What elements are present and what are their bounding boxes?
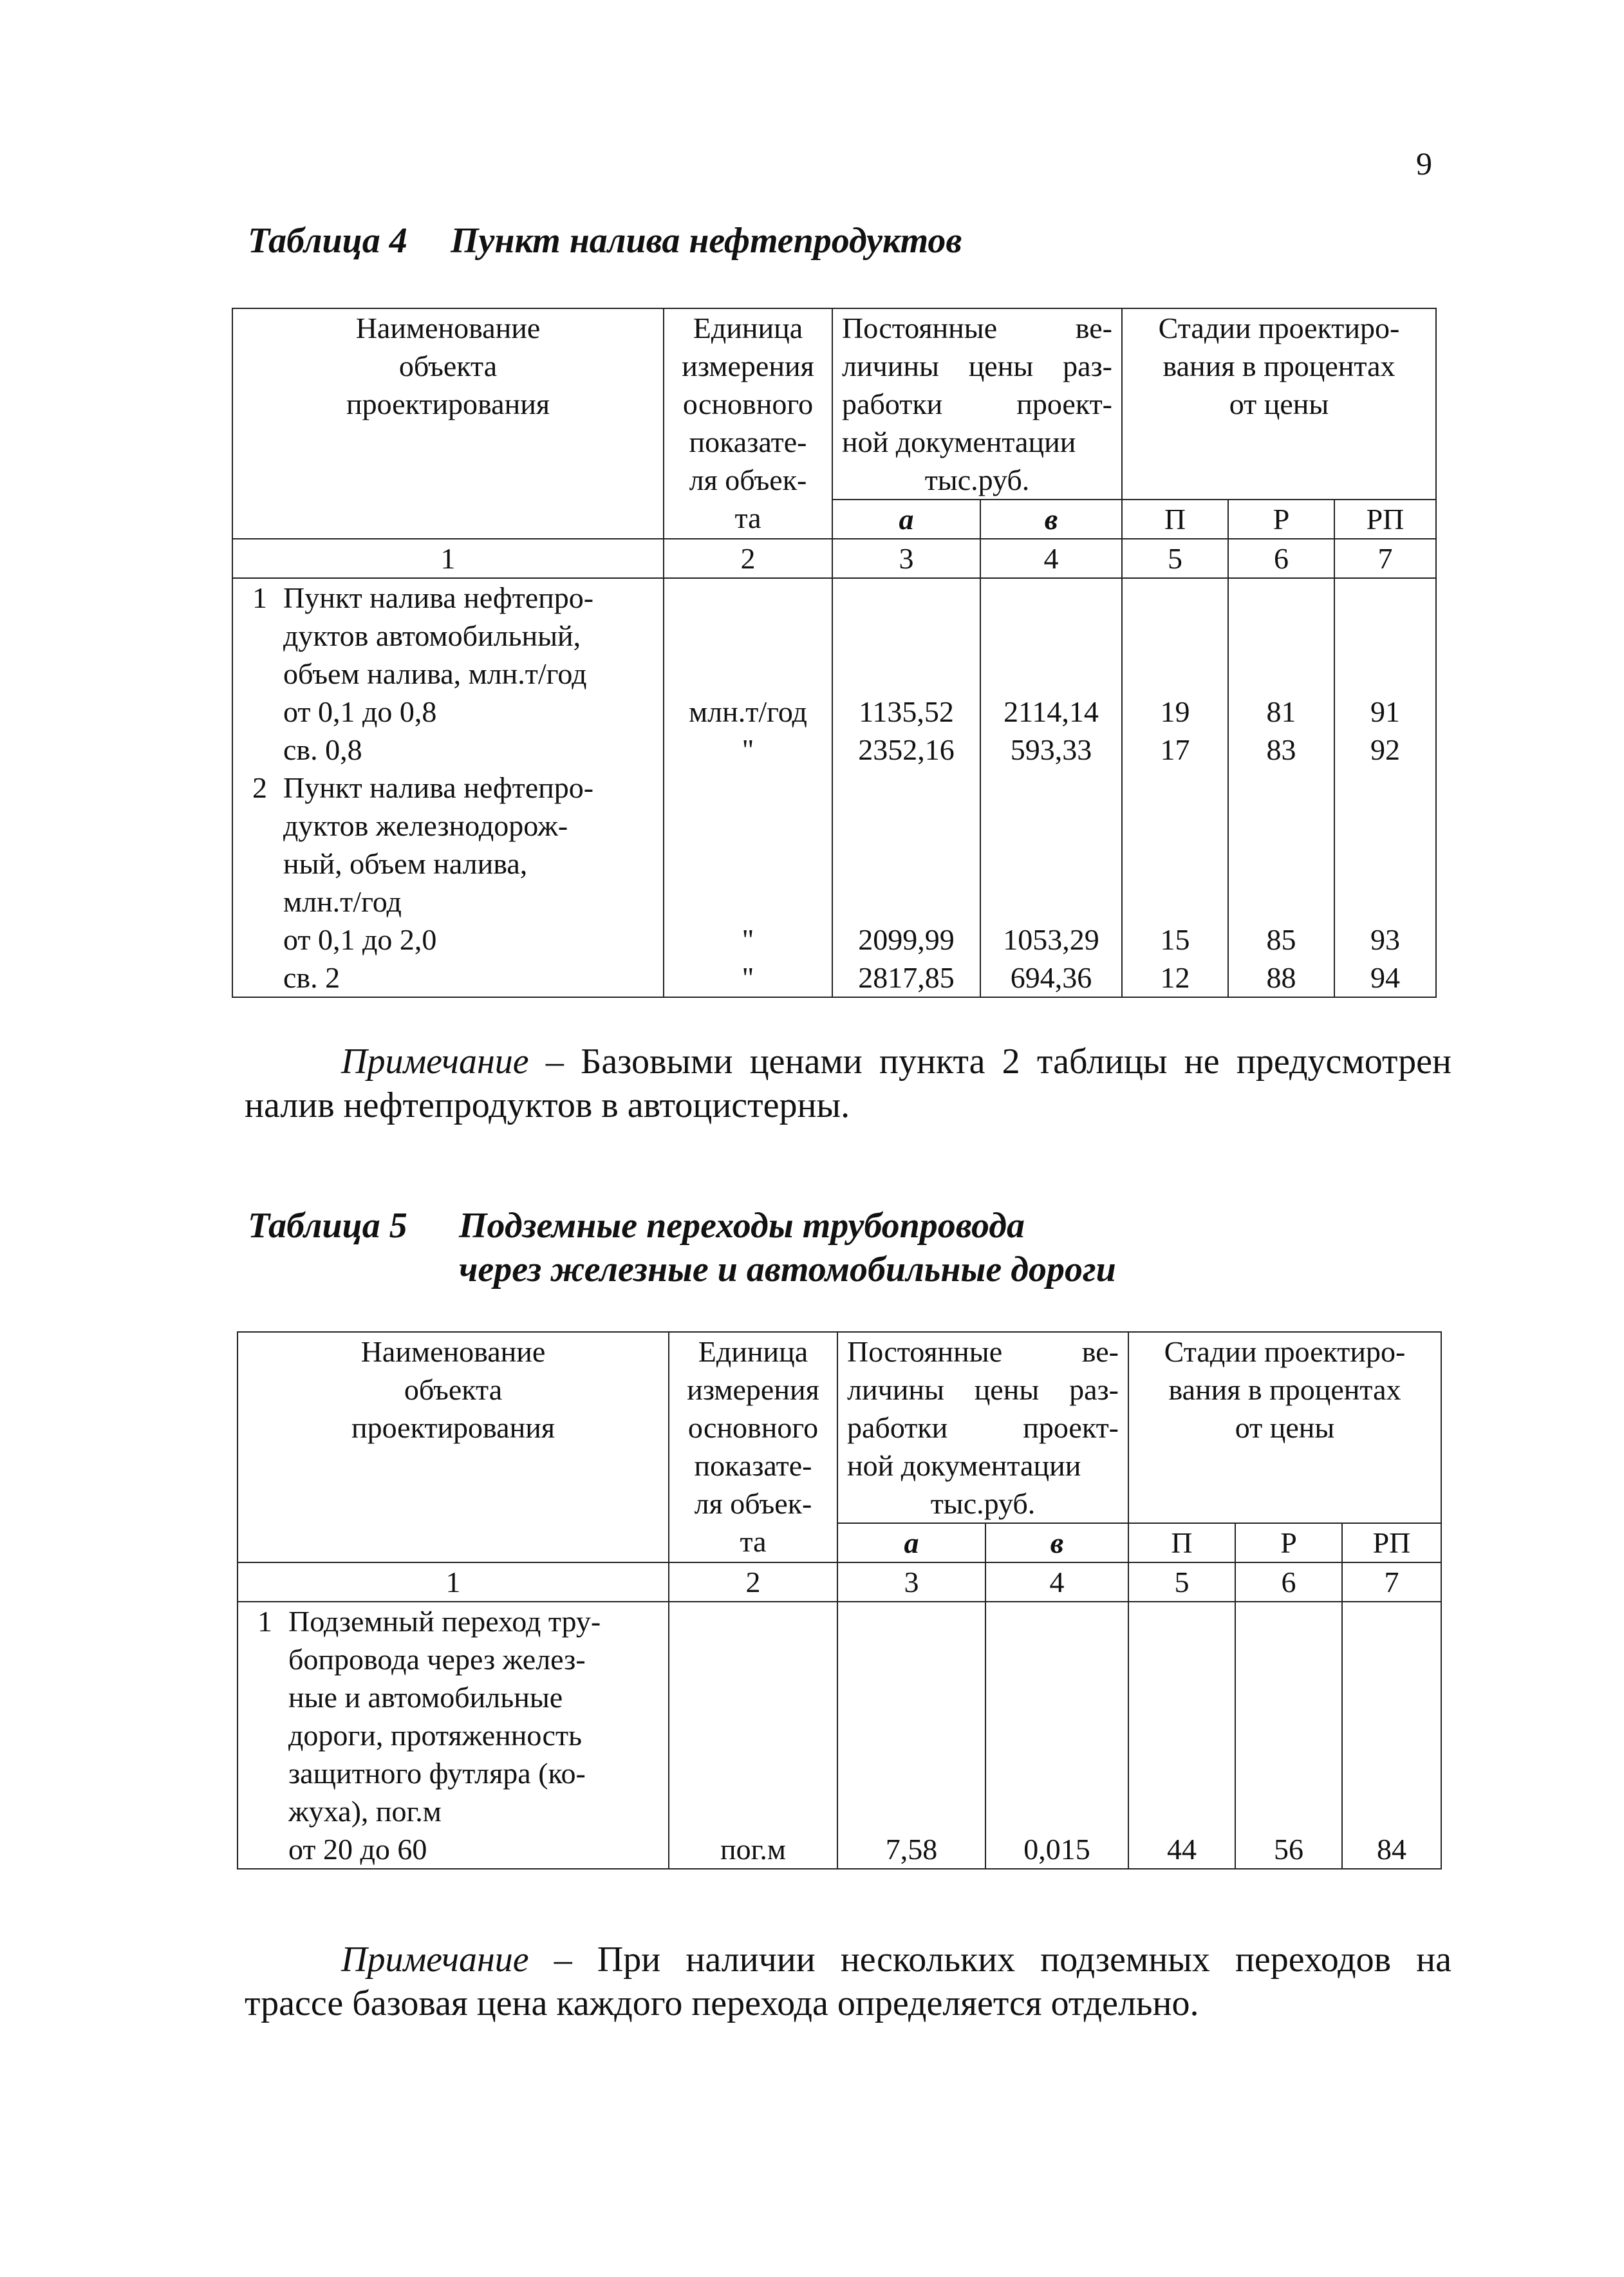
table4-note	[245, 1040, 1451, 1127]
table4-body-unit: млн.т/год " " "	[664, 578, 832, 997]
item-number: 1	[252, 581, 267, 614]
note-text: налив нефтепродуктов в автоцистерны.	[245, 1085, 850, 1125]
table5-header-p: П	[1128, 1523, 1235, 1562]
table5-body-names: 1 Подземный переход тру- бопровода через желез- ные и автомобильные дороги, протяженность защитного футляра (ко- жуха), пог.м от 20 до 60	[238, 1602, 669, 1869]
page-number: 9	[1416, 145, 1432, 182]
table5-title	[459, 1204, 1116, 1291]
table5-label: Таблица 5	[248, 1206, 407, 1246]
table4-header-rp: РП	[1334, 500, 1436, 539]
table4-header-row	[232, 308, 1436, 500]
table4-colnum: 6	[1228, 539, 1334, 578]
table4-body-rp: 91 92 93 94	[1334, 578, 1436, 997]
table4-colnum: 3	[832, 539, 980, 578]
table4-header-a: а	[832, 500, 980, 539]
table5-colnum: 6	[1235, 1562, 1342, 1602]
table5-body-rp: 84	[1342, 1602, 1441, 1869]
table4-colnum: 7	[1334, 539, 1436, 578]
table4-body-b: 2114,14 593,33 1053,29 694,36	[980, 578, 1122, 997]
table5-colnum: 3	[837, 1562, 985, 1602]
table5-body-p: 44	[1128, 1602, 1235, 1869]
table5-header-row	[238, 1332, 1441, 1523]
table5-body-r: 56	[1235, 1602, 1342, 1869]
note-label: Примечание	[341, 1940, 529, 1980]
note-text: – При наличии нескольких подземных переходов на	[528, 1940, 1451, 1980]
item-number: 1	[257, 1605, 272, 1638]
table5-caption	[248, 1204, 1406, 1294]
table5-header-rp: РП	[1342, 1523, 1441, 1562]
table4-colnum: 5	[1122, 539, 1228, 578]
table4-header-p: П	[1122, 500, 1228, 539]
table5-colnum: 4	[985, 1562, 1128, 1602]
table4-header-b: в	[980, 500, 1122, 539]
table5-colnum: 1	[238, 1562, 669, 1602]
table4-body-r: 81 83 85 88	[1228, 578, 1334, 997]
table4-label: Таблица 4	[248, 221, 407, 261]
table4-colnum: 2	[664, 539, 832, 578]
note-text: трассе базовая цена каждого перехода определяется отдельно.	[245, 1983, 1199, 2023]
table4-title	[451, 219, 962, 263]
table5-body-b: 0,015	[985, 1602, 1128, 1869]
table5-colnum: 7	[1342, 1562, 1441, 1602]
table4-caption	[248, 219, 1406, 270]
table5-title-line: через железные и автомобильные дороги	[459, 1250, 1116, 1289]
item-number: 2	[252, 771, 267, 804]
table5-body-unit: пог.м	[669, 1602, 837, 1869]
table4	[232, 308, 1437, 998]
table5-body-row	[238, 1602, 1441, 1869]
table4-colnum: 4	[980, 539, 1122, 578]
table5-header-stages: Стадии проектиро- вания в процентах от цены	[1128, 1332, 1441, 1523]
table5-colnum-row	[238, 1562, 1441, 1602]
table5-header-b: в	[985, 1523, 1128, 1562]
table5-header-unit: Единица измерения основного показате- ля объек- та	[669, 1332, 837, 1562]
note-label: Примечание	[341, 1042, 529, 1082]
table5-colnum: 5	[1128, 1562, 1235, 1602]
table5-note	[245, 1938, 1451, 2025]
table4-body-a: 1135,52 2352,16 2099,99 2817,85	[832, 578, 980, 997]
table5-header-a: а	[837, 1523, 985, 1562]
table5	[237, 1331, 1442, 1869]
table5-header-name: Наименование объекта проектирования	[238, 1332, 669, 1562]
table4-header-unit: Единица измерения основного показате- ля объек- та	[664, 308, 832, 539]
table5-colnum: 2	[669, 1562, 837, 1602]
table4-body-names: 1 Пункт налива нефтепро- дуктов автомобильный, объем налива, млн.т/год от 0,1 до 0,8 св. 0,8 2 Пункт налива нефтепро- дуктов железнодорож- ный, объем налива, млн.т/год от 0,1 до 2,0 св. 2	[232, 578, 664, 997]
table4-header-name: Наименование объекта проектирования	[232, 308, 664, 539]
table5-title-line: Подземные переходы трубопровода	[459, 1206, 1025, 1246]
table5-header-r: Р	[1235, 1523, 1342, 1562]
table4-body-p: 19 17 15 12	[1122, 578, 1228, 997]
table4-colnum: 1	[232, 539, 664, 578]
note-text: – Базовыми ценами пункта 2 таблицы не предусмотрен	[528, 1042, 1451, 1082]
table4-header-const: Постоянные ве- личины цены раз- работки проект- ной документации тыс.руб.	[832, 308, 1122, 500]
table4-body-row	[232, 578, 1436, 997]
table5-body-a: 7,58	[837, 1602, 985, 1869]
table4-colnum-row	[232, 539, 1436, 578]
table4-title-line: Пункт налива нефтепродуктов	[451, 221, 962, 261]
table4-header-r: Р	[1228, 500, 1334, 539]
table5-header-const: Постоянные ве- личины цены раз- работки проект- ной документации тыс.руб.	[837, 1332, 1128, 1523]
table4-header-stages: Стадии проектиро- вания в процентах от цены	[1122, 308, 1436, 500]
